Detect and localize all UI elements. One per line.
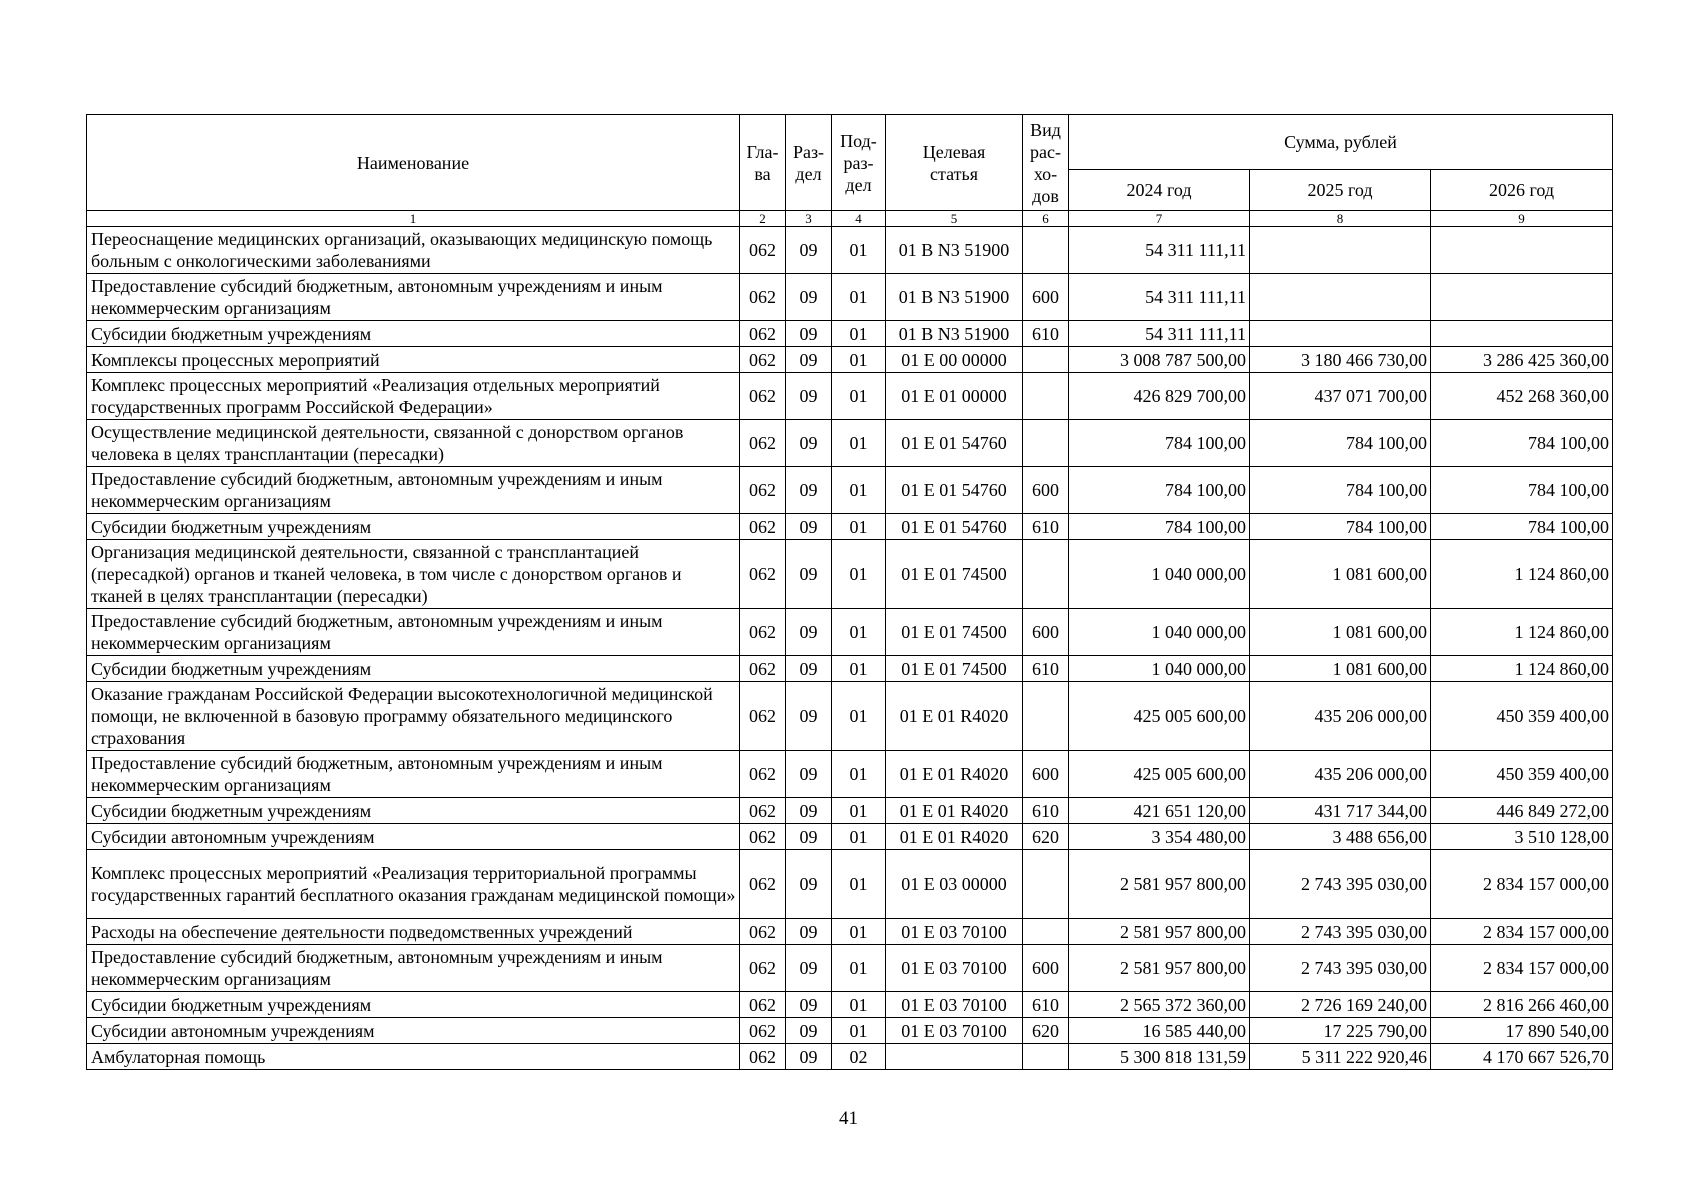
row-amount-2026 xyxy=(1431,227,1613,274)
row-amount-2026 xyxy=(1431,321,1613,347)
row-name: Субсидии бюджетным учреждениям xyxy=(87,321,740,347)
row-razdel: 09 xyxy=(786,751,832,798)
row-vid: 610 xyxy=(1023,514,1069,540)
row-podrazdel: 01 xyxy=(832,919,886,945)
row-glava: 062 xyxy=(740,945,786,992)
row-glava: 062 xyxy=(740,227,786,274)
header-razdel: Раз- дел xyxy=(786,115,832,211)
column-number: 8 xyxy=(1250,211,1431,227)
row-glava: 062 xyxy=(740,656,786,682)
table-row xyxy=(87,919,1613,945)
row-podrazdel: 01 xyxy=(832,467,886,514)
row-vid: 600 xyxy=(1023,609,1069,656)
row-amount-2024: 2 581 957 800,00 xyxy=(1069,919,1250,945)
row-podrazdel: 01 xyxy=(832,321,886,347)
row-name: Предоставление субсидий бюджетным, автономным учреждениям и иным некоммерческим организациям xyxy=(87,945,740,992)
row-glava: 062 xyxy=(740,850,786,919)
row-vid: 610 xyxy=(1023,321,1069,347)
row-amount-2025: 784 100,00 xyxy=(1250,420,1431,467)
row-razdel: 09 xyxy=(786,682,832,751)
row-amount-2025: 2 743 395 030,00 xyxy=(1250,945,1431,992)
row-name: Субсидии бюджетным учреждениям xyxy=(87,514,740,540)
row-razdel: 09 xyxy=(786,347,832,373)
row-vid xyxy=(1023,373,1069,420)
row-razdel: 09 xyxy=(786,467,832,514)
row-glava: 062 xyxy=(740,992,786,1018)
row-amount-2026: 2 816 266 460,00 xyxy=(1431,992,1613,1018)
row-target: 01 Е 01 74500 xyxy=(886,540,1023,609)
row-target: 01 Е 03 70100 xyxy=(886,919,1023,945)
row-glava: 062 xyxy=(740,751,786,798)
column-number: 9 xyxy=(1431,211,1613,227)
row-target: 01 Е 01 R4020 xyxy=(886,824,1023,850)
row-amount-2025: 1 081 600,00 xyxy=(1250,609,1431,656)
row-name: Предоставление субсидий бюджетным, автономным учреждениям и иным некоммерческим организациям xyxy=(87,274,740,321)
row-amount-2026: 1 124 860,00 xyxy=(1431,540,1613,609)
row-vid xyxy=(1023,682,1069,751)
row-vid: 600 xyxy=(1023,751,1069,798)
row-podrazdel: 01 xyxy=(832,514,886,540)
row-vid: 620 xyxy=(1023,1018,1069,1044)
row-vid xyxy=(1023,420,1069,467)
row-target: 01 В N3 51900 xyxy=(886,321,1023,347)
row-amount-2025: 2 743 395 030,00 xyxy=(1250,919,1431,945)
column-number: 1 xyxy=(87,211,740,227)
table-row xyxy=(87,373,1613,420)
row-amount-2025 xyxy=(1250,227,1431,274)
row-name: Предоставление субсидий бюджетным, автономным учреждениям и иным некоммерческим организациям xyxy=(87,467,740,514)
header-year-2025: 2025 год xyxy=(1250,170,1431,211)
column-number: 4 xyxy=(832,211,886,227)
row-amount-2025: 435 206 000,00 xyxy=(1250,682,1431,751)
row-amount-2026: 784 100,00 xyxy=(1431,420,1613,467)
row-amount-2026: 4 170 667 526,70 xyxy=(1431,1044,1613,1070)
column-number: 5 xyxy=(886,211,1023,227)
table-row xyxy=(87,656,1613,682)
table-row xyxy=(87,1044,1613,1070)
row-glava: 062 xyxy=(740,540,786,609)
row-podrazdel: 01 xyxy=(832,373,886,420)
row-glava: 062 xyxy=(740,1044,786,1070)
row-vid xyxy=(1023,919,1069,945)
row-name: Субсидии бюджетным учреждениям xyxy=(87,798,740,824)
row-amount-2024: 16 585 440,00 xyxy=(1069,1018,1250,1044)
row-amount-2026: 452 268 360,00 xyxy=(1431,373,1613,420)
row-amount-2026: 2 834 157 000,00 xyxy=(1431,919,1613,945)
row-name: Субсидии автономным учреждениям xyxy=(87,1018,740,1044)
row-amount-2026 xyxy=(1431,274,1613,321)
row-name: Переоснащение медицинских организаций, оказывающих медицинскую помощь больным с онкологическими заболеваниями xyxy=(87,227,740,274)
row-amount-2025: 784 100,00 xyxy=(1250,514,1431,540)
row-name: Комплексы процессных мероприятий xyxy=(87,347,740,373)
row-razdel: 09 xyxy=(786,274,832,321)
row-amount-2026: 3 286 425 360,00 xyxy=(1431,347,1613,373)
row-amount-2024: 784 100,00 xyxy=(1069,514,1250,540)
row-amount-2026: 1 124 860,00 xyxy=(1431,656,1613,682)
row-podrazdel: 01 xyxy=(832,420,886,467)
row-vid: 600 xyxy=(1023,467,1069,514)
row-amount-2024: 5 300 818 131,59 xyxy=(1069,1044,1250,1070)
row-vid xyxy=(1023,347,1069,373)
row-amount-2026: 446 849 272,00 xyxy=(1431,798,1613,824)
row-amount-2024: 421 651 120,00 xyxy=(1069,798,1250,824)
row-glava: 062 xyxy=(740,514,786,540)
column-number: 2 xyxy=(740,211,786,227)
row-vid: 610 xyxy=(1023,798,1069,824)
row-name: Комплекс процессных мероприятий «Реализация отдельных мероприятий государственных программ Российской Федерации» xyxy=(87,373,740,420)
table-row xyxy=(87,1018,1613,1044)
header-glava: Гла- ва xyxy=(740,115,786,211)
row-amount-2025: 437 071 700,00 xyxy=(1250,373,1431,420)
row-glava: 062 xyxy=(740,420,786,467)
row-amount-2025: 2 743 395 030,00 xyxy=(1250,850,1431,919)
table-row xyxy=(87,540,1613,609)
row-target: 01 Е 01 R4020 xyxy=(886,682,1023,751)
row-glava: 062 xyxy=(740,373,786,420)
row-target: 01 Е 01 00000 xyxy=(886,373,1023,420)
table-row xyxy=(87,347,1613,373)
row-name: Комплекс процессных мероприятий «Реализация территориальной программы государственных гарантий бесплатного оказания гражданам медицинской помощи» xyxy=(87,850,740,919)
row-amount-2026: 17 890 540,00 xyxy=(1431,1018,1613,1044)
row-razdel: 09 xyxy=(786,227,832,274)
header-year-2026: 2026 год xyxy=(1431,170,1613,211)
row-amount-2024: 1 040 000,00 xyxy=(1069,656,1250,682)
row-podrazdel: 01 xyxy=(832,798,886,824)
row-razdel: 09 xyxy=(786,609,832,656)
row-vid xyxy=(1023,227,1069,274)
row-razdel: 09 xyxy=(786,1018,832,1044)
row-vid: 600 xyxy=(1023,274,1069,321)
row-podrazdel: 01 xyxy=(832,945,886,992)
row-razdel: 09 xyxy=(786,321,832,347)
header-name: Наименование xyxy=(87,115,740,211)
row-podrazdel: 01 xyxy=(832,824,886,850)
row-amount-2024: 54 311 111,11 xyxy=(1069,321,1250,347)
table-row xyxy=(87,420,1613,467)
row-amount-2025: 17 225 790,00 xyxy=(1250,1018,1431,1044)
row-razdel: 09 xyxy=(786,373,832,420)
row-amount-2024: 54 311 111,11 xyxy=(1069,227,1250,274)
column-number: 7 xyxy=(1069,211,1250,227)
row-name: Предоставление субсидий бюджетным, автономным учреждениям и иным некоммерческим организациям xyxy=(87,751,740,798)
row-vid xyxy=(1023,540,1069,609)
row-target: 01 Е 03 00000 xyxy=(886,850,1023,919)
row-amount-2026: 3 510 128,00 xyxy=(1431,824,1613,850)
row-amount-2026: 450 359 400,00 xyxy=(1431,682,1613,751)
row-name: Субсидии автономным учреждениям xyxy=(87,824,740,850)
row-amount-2026: 1 124 860,00 xyxy=(1431,609,1613,656)
row-amount-2024: 3 008 787 500,00 xyxy=(1069,347,1250,373)
row-target: 01 Е 01 74500 xyxy=(886,609,1023,656)
row-amount-2024: 2 581 957 800,00 xyxy=(1069,850,1250,919)
header-sum: Сумма, рублей xyxy=(1069,115,1613,170)
row-glava: 062 xyxy=(740,682,786,751)
row-podrazdel: 01 xyxy=(832,347,886,373)
row-vid: 620 xyxy=(1023,824,1069,850)
row-name: Расходы на обеспечение деятельности подведомственных учреждений xyxy=(87,919,740,945)
row-name: Осуществление медицинской деятельности, связанной с донорством органов человека в целях трансплантации (пересадки) xyxy=(87,420,740,467)
table-row xyxy=(87,824,1613,850)
row-vid xyxy=(1023,850,1069,919)
row-razdel: 09 xyxy=(786,1044,832,1070)
table-row xyxy=(87,798,1613,824)
row-glava: 062 xyxy=(740,1018,786,1044)
table-row xyxy=(87,609,1613,656)
row-podrazdel: 01 xyxy=(832,1018,886,1044)
row-glava: 062 xyxy=(740,798,786,824)
row-name: Оказание гражданам Российской Федерации высокотехнологичной медицинской помощи, не включенной в базовую программу обязательного медицинского страхования xyxy=(87,682,740,751)
row-name: Субсидии бюджетным учреждениям xyxy=(87,992,740,1018)
row-amount-2025: 1 081 600,00 xyxy=(1250,656,1431,682)
row-amount-2024: 1 040 000,00 xyxy=(1069,609,1250,656)
row-amount-2026: 784 100,00 xyxy=(1431,514,1613,540)
row-amount-2024: 2 565 372 360,00 xyxy=(1069,992,1250,1018)
row-razdel: 09 xyxy=(786,798,832,824)
header-year-2024: 2024 год xyxy=(1069,170,1250,211)
row-amount-2024: 425 005 600,00 xyxy=(1069,682,1250,751)
row-target: 01 Е 03 70100 xyxy=(886,945,1023,992)
table-row xyxy=(87,850,1613,919)
header-podrazdel: Под- раз- дел xyxy=(832,115,886,211)
row-vid: 610 xyxy=(1023,992,1069,1018)
row-razdel: 09 xyxy=(786,540,832,609)
row-razdel: 09 xyxy=(786,850,832,919)
header-target: Целевая статья xyxy=(886,115,1023,211)
row-podrazdel: 01 xyxy=(832,609,886,656)
table-row xyxy=(87,227,1613,274)
table-row xyxy=(87,751,1613,798)
row-amount-2025: 435 206 000,00 xyxy=(1250,751,1431,798)
row-amount-2024: 1 040 000,00 xyxy=(1069,540,1250,609)
row-vid xyxy=(1023,1044,1069,1070)
column-number: 3 xyxy=(786,211,832,227)
row-target: 01 Е 01 54760 xyxy=(886,420,1023,467)
row-amount-2024: 2 581 957 800,00 xyxy=(1069,945,1250,992)
row-glava: 062 xyxy=(740,919,786,945)
row-target: 01 Е 01 54760 xyxy=(886,514,1023,540)
table-row xyxy=(87,321,1613,347)
row-vid: 610 xyxy=(1023,656,1069,682)
row-amount-2026: 2 834 157 000,00 xyxy=(1431,850,1613,919)
column-number: 6 xyxy=(1023,211,1069,227)
table-row xyxy=(87,992,1613,1018)
row-amount-2025: 431 717 344,00 xyxy=(1250,798,1431,824)
row-target: 01 Е 03 70100 xyxy=(886,992,1023,1018)
row-amount-2024: 425 005 600,00 xyxy=(1069,751,1250,798)
column-number-row xyxy=(87,211,1613,227)
row-target: 01 Е 01 74500 xyxy=(886,656,1023,682)
row-razdel: 09 xyxy=(786,919,832,945)
header-vid: Вид рас- хо- дов xyxy=(1023,115,1069,211)
row-razdel: 09 xyxy=(786,824,832,850)
row-glava: 062 xyxy=(740,609,786,656)
row-name: Организация медицинской деятельности, связанной с трансплантацией (пересадкой) органов и тканей человека, в том числе с донорством органов и тканей в целях трансплантации (пересадки) xyxy=(87,540,740,609)
row-name: Амбулаторная помощь xyxy=(87,1044,740,1070)
row-glava: 062 xyxy=(740,824,786,850)
row-target: 01 Е 01 R4020 xyxy=(886,798,1023,824)
row-target: 01 В N3 51900 xyxy=(886,227,1023,274)
row-amount-2026: 450 359 400,00 xyxy=(1431,751,1613,798)
row-target: 01 Е 03 70100 xyxy=(886,1018,1023,1044)
row-amount-2025 xyxy=(1250,274,1431,321)
row-glava: 062 xyxy=(740,321,786,347)
row-amount-2024: 3 354 480,00 xyxy=(1069,824,1250,850)
row-amount-2026: 784 100,00 xyxy=(1431,467,1613,514)
row-razdel: 09 xyxy=(786,992,832,1018)
row-name: Предоставление субсидий бюджетным, автономным учреждениям и иным некоммерческим организациям xyxy=(87,609,740,656)
row-podrazdel: 01 xyxy=(832,992,886,1018)
row-name: Субсидии бюджетным учреждениям xyxy=(87,656,740,682)
row-amount-2025: 784 100,00 xyxy=(1250,467,1431,514)
row-podrazdel: 01 xyxy=(832,682,886,751)
budget-table xyxy=(86,114,1613,1070)
row-target: 01 В N3 51900 xyxy=(886,274,1023,321)
row-amount-2024: 784 100,00 xyxy=(1069,420,1250,467)
row-amount-2025 xyxy=(1250,321,1431,347)
row-glava: 062 xyxy=(740,467,786,514)
row-razdel: 09 xyxy=(786,514,832,540)
row-podrazdel: 01 xyxy=(832,227,886,274)
row-glava: 062 xyxy=(740,347,786,373)
page-number: 41 xyxy=(839,1108,858,1129)
row-podrazdel: 01 xyxy=(832,540,886,609)
row-amount-2025: 2 726 169 240,00 xyxy=(1250,992,1431,1018)
row-amount-2025: 3 180 466 730,00 xyxy=(1250,347,1431,373)
row-vid: 600 xyxy=(1023,945,1069,992)
row-razdel: 09 xyxy=(786,656,832,682)
row-amount-2025: 3 488 656,00 xyxy=(1250,824,1431,850)
row-amount-2024: 426 829 700,00 xyxy=(1069,373,1250,420)
row-target xyxy=(886,1044,1023,1070)
row-target: 01 Е 00 00000 xyxy=(886,347,1023,373)
row-target: 01 Е 01 54760 xyxy=(886,467,1023,514)
row-glava: 062 xyxy=(740,274,786,321)
table-row xyxy=(87,945,1613,992)
row-podrazdel: 01 xyxy=(832,751,886,798)
row-razdel: 09 xyxy=(786,420,832,467)
row-razdel: 09 xyxy=(786,945,832,992)
row-podrazdel: 01 xyxy=(832,656,886,682)
row-amount-2025: 5 311 222 920,46 xyxy=(1250,1044,1431,1070)
row-amount-2024: 784 100,00 xyxy=(1069,467,1250,514)
table-row xyxy=(87,682,1613,751)
row-target: 01 Е 01 R4020 xyxy=(886,751,1023,798)
table-row xyxy=(87,514,1613,540)
table-row xyxy=(87,467,1613,514)
row-amount-2025: 1 081 600,00 xyxy=(1250,540,1431,609)
row-podrazdel: 01 xyxy=(832,274,886,321)
row-podrazdel: 01 xyxy=(832,850,886,919)
table-row xyxy=(87,274,1613,321)
row-amount-2026: 2 834 157 000,00 xyxy=(1431,945,1613,992)
row-podrazdel: 02 xyxy=(832,1044,886,1070)
row-amount-2024: 54 311 111,11 xyxy=(1069,274,1250,321)
